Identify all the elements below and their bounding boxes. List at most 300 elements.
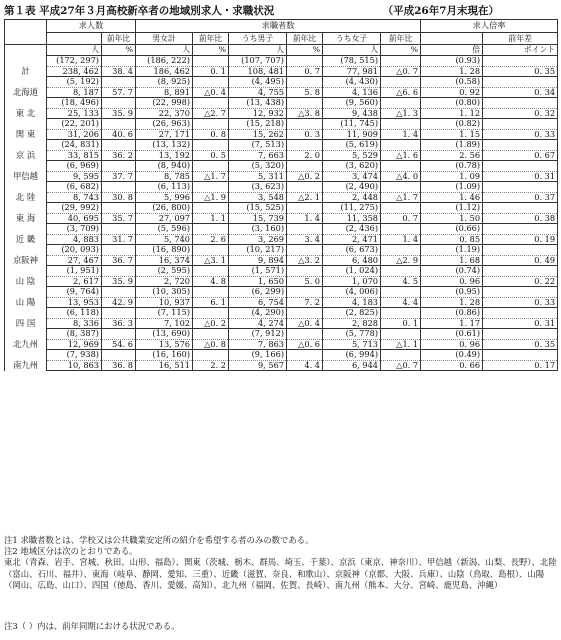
prev-value-cell <box>193 77 229 88</box>
table-row <box>5 66 558 77</box>
prev-value-cell <box>193 119 229 130</box>
value-cell: 3, 269 <box>229 234 287 245</box>
value-cell: △1. 1 <box>381 339 421 350</box>
prev-value-cell: (4, 495) <box>229 77 287 88</box>
value-cell: 2. 2 <box>193 360 229 371</box>
region-name: 近 畿 <box>5 234 47 245</box>
prev-value-cell <box>287 77 323 88</box>
prev-value-cell <box>483 161 558 172</box>
subheader: 前年比 <box>381 33 421 45</box>
prev-value-cell: (26, 800) <box>136 203 193 214</box>
prev-value-cell: (1, 951) <box>47 266 102 277</box>
value-cell: 1. 17 <box>421 318 483 329</box>
prev-value-cell <box>381 266 421 277</box>
prev-value-cell: (15, 525) <box>229 203 287 214</box>
value-cell: 1. 15 <box>421 129 483 140</box>
prev-value-cell: (1.19) <box>421 245 483 256</box>
prev-value-cell: (0.74) <box>421 266 483 277</box>
prev-value-cell: (11, 745) <box>323 119 381 130</box>
table-row-prev <box>5 98 558 109</box>
subheader: 前年比 <box>287 33 323 45</box>
prev-value-cell: (6, 118) <box>47 308 102 319</box>
table-row <box>5 276 558 287</box>
region-name: 北 陸 <box>5 192 47 203</box>
prev-value-cell: (7, 938) <box>47 350 102 361</box>
value-cell: 2. 6 <box>193 234 229 245</box>
value-cell: 7, 663 <box>229 150 287 161</box>
prev-value-cell <box>102 350 136 361</box>
table-row-prev <box>5 56 558 67</box>
value-cell: 54. 6 <box>102 339 136 350</box>
value-cell: 0. 92 <box>421 87 483 98</box>
prev-value-cell: (3, 160) <box>229 224 287 235</box>
prev-value-cell <box>287 350 323 361</box>
table-row <box>5 360 558 371</box>
prev-value-cell: (2, 825) <box>323 308 381 319</box>
value-cell: 40, 695 <box>47 213 102 224</box>
value-cell: △2. 7 <box>193 108 229 119</box>
table-row <box>5 339 558 350</box>
value-cell: 27, 097 <box>136 213 193 224</box>
prev-value-cell: (1.89) <box>421 140 483 151</box>
header-row-main <box>5 20 558 33</box>
value-cell: 31, 206 <box>47 129 102 140</box>
table-row-prev <box>5 329 558 340</box>
region-name: 京阪神 <box>5 255 47 266</box>
value-cell: 1, 070 <box>323 276 381 287</box>
value-cell: △2. 1 <box>287 192 323 203</box>
value-cell: 0. 8 <box>193 129 229 140</box>
value-cell: 3. 4 <box>287 234 323 245</box>
prev-value-cell <box>483 308 558 319</box>
prev-value-cell <box>287 140 323 151</box>
prev-value-cell: (8, 925) <box>136 77 193 88</box>
table-row <box>5 192 558 203</box>
prev-value-cell: (2, 436) <box>323 224 381 235</box>
value-cell: 35. 9 <box>102 276 136 287</box>
value-cell: 7, 102 <box>136 318 193 329</box>
value-cell: 0. 35 <box>483 66 558 77</box>
value-cell: 4. 5 <box>381 276 421 287</box>
value-cell: 8, 187 <box>47 87 102 98</box>
value-cell: 36. 8 <box>102 360 136 371</box>
value-cell: 0. 7 <box>287 66 323 77</box>
value-cell: 1. 4 <box>381 129 421 140</box>
prev-value-cell <box>483 98 558 109</box>
prev-value-cell <box>287 161 323 172</box>
table-row-prev <box>5 224 558 235</box>
region-name: 南九州 <box>5 360 47 371</box>
prev-value-cell: (0.95) <box>421 287 483 298</box>
value-cell: 16, 511 <box>136 360 193 371</box>
prev-value-cell: (8, 940) <box>136 161 193 172</box>
prev-value-cell: (3, 709) <box>47 224 102 235</box>
value-cell: 13, 576 <box>136 339 193 350</box>
value-cell: 0. 37 <box>483 192 558 203</box>
value-cell: 5, 311 <box>229 171 287 182</box>
prev-value-cell: (0.49) <box>421 350 483 361</box>
region-cell-blank <box>5 245 47 256</box>
value-cell: 4, 274 <box>229 318 287 329</box>
value-cell: 9, 438 <box>323 108 381 119</box>
value-cell: 27, 467 <box>47 255 102 266</box>
prev-value-cell: (4, 290) <box>229 308 287 319</box>
table-row-prev <box>5 287 558 298</box>
prev-value-cell: (18, 496) <box>47 98 102 109</box>
value-cell: 5. 0 <box>287 276 323 287</box>
table-row <box>5 318 558 329</box>
prev-value-cell <box>483 224 558 235</box>
value-cell: 36. 2 <box>102 150 136 161</box>
value-cell: 1. 4 <box>287 213 323 224</box>
prev-value-cell: (24, 831) <box>47 140 102 151</box>
value-cell: 4, 755 <box>229 87 287 98</box>
note-2: 注2 地域区分は次のとおりである。 <box>4 546 138 557</box>
value-cell: 0. 96 <box>421 339 483 350</box>
value-cell: △0. 8 <box>193 339 229 350</box>
value-cell: 42. 9 <box>102 297 136 308</box>
prev-value-cell: (13, 132) <box>136 140 193 151</box>
value-cell: 0. 67 <box>483 150 558 161</box>
value-cell: 186, 462 <box>136 66 193 77</box>
value-cell: 1. 46 <box>421 192 483 203</box>
prev-value-cell: (5, 619) <box>323 140 381 151</box>
table-row <box>5 297 558 308</box>
value-cell: 0. 38 <box>483 213 558 224</box>
region-cell-blank <box>5 182 47 193</box>
value-cell: 77, 981 <box>323 66 381 77</box>
prev-value-cell: (0.86) <box>421 308 483 319</box>
value-cell: △0. 2 <box>287 171 323 182</box>
value-cell: 0. 85 <box>421 234 483 245</box>
value-cell: 36. 3 <box>102 318 136 329</box>
value-cell: 6, 754 <box>229 297 287 308</box>
subheader <box>47 33 102 45</box>
note-2-detail: 東北（青森、岩手、宮城、秋田、山形、福島）、関東（茨城、栃木、群馬、埼玉、千葉）、京浜（東京、神奈川）、甲信越（新潟、山梨、長野）、北陸（富山、石川、福井）、東海（岐阜、静岡、愛知、三重）、近畿（滋賀、奈良、和歌山）、京阪神（京都、大阪、兵庫）、山陰（鳥取、島根）、山陽（岡山、広島、山口）、四国（徳島、香川、愛媛、高知）、北九州（福岡、佐賀、長崎）、南九州（熊本、大分、宮崎、鹿児島、沖縄） <box>4 557 557 590</box>
value-cell: 5, 740 <box>136 234 193 245</box>
unit-cell: 人 <box>136 45 193 56</box>
value-cell: 25, 133 <box>47 108 102 119</box>
prev-value-cell <box>483 329 558 340</box>
value-cell: 1. 1 <box>193 213 229 224</box>
prev-value-cell <box>287 287 323 298</box>
prev-value-cell: (0.82) <box>421 119 483 130</box>
value-cell: 38. 4 <box>102 66 136 77</box>
value-cell: 7, 863 <box>229 339 287 350</box>
subheader: 前年比 <box>102 33 136 45</box>
prev-value-cell <box>102 203 136 214</box>
region-name: 計 <box>5 66 47 77</box>
prev-value-cell <box>483 350 558 361</box>
prev-value-cell <box>102 98 136 109</box>
prev-value-cell: (1.12) <box>421 203 483 214</box>
value-cell: 11, 358 <box>323 213 381 224</box>
unit-cell: 倍 <box>421 45 483 56</box>
value-cell: 0. 5 <box>193 150 229 161</box>
region-header <box>5 20 47 45</box>
prev-value-cell <box>483 182 558 193</box>
value-cell: 8, 891 <box>136 87 193 98</box>
prev-value-cell: (29, 992) <box>47 203 102 214</box>
prev-value-cell: (1, 571) <box>229 266 287 277</box>
value-cell: 35. 7 <box>102 213 136 224</box>
region-cell-blank <box>5 203 47 214</box>
value-cell: 6, 480 <box>323 255 381 266</box>
value-cell: 0. 19 <box>483 234 558 245</box>
note-3: 注3（ ）内は、前年同期における状況である。 <box>4 621 180 631</box>
prev-value-cell: (4, 006) <box>323 287 381 298</box>
prev-value-cell: (16, 160) <box>136 350 193 361</box>
as-of-date: （平成26年7月末現在） <box>382 5 499 17</box>
prev-value-cell <box>483 56 558 67</box>
value-cell: 2, 828 <box>323 318 381 329</box>
jobs-header: 求人数 <box>47 20 136 33</box>
prev-value-cell: (9, 764) <box>47 287 102 298</box>
value-cell: △0. 7 <box>381 360 421 371</box>
region-cell-blank <box>5 350 47 361</box>
prev-value-cell <box>193 98 229 109</box>
value-cell: 5, 713 <box>323 339 381 350</box>
table-row-prev <box>5 140 558 151</box>
prev-value-cell: (4, 430) <box>323 77 381 88</box>
table-row <box>5 150 558 161</box>
seekers-header: 求職者数 <box>136 20 421 33</box>
prev-value-cell: (9, 166) <box>229 350 287 361</box>
unit-cell: % <box>287 45 323 56</box>
table-row <box>5 87 558 98</box>
prev-value-cell: (2, 595) <box>136 266 193 277</box>
prev-value-cell: (0.78) <box>421 161 483 172</box>
value-cell: 0. 96 <box>421 276 483 287</box>
value-cell: △3. 1 <box>193 255 229 266</box>
value-cell: 2, 471 <box>323 234 381 245</box>
value-cell: 4, 183 <box>323 297 381 308</box>
value-cell: 108, 481 <box>229 66 287 77</box>
prev-value-cell <box>193 350 229 361</box>
prev-value-cell <box>287 56 323 67</box>
value-cell: 1, 650 <box>229 276 287 287</box>
unit-cell: % <box>102 45 136 56</box>
subheader: 前年比 <box>193 33 229 45</box>
value-cell: 0. 17 <box>483 360 558 371</box>
prev-value-cell: (1, 024) <box>323 266 381 277</box>
prev-value-cell <box>381 287 421 298</box>
region-name: 甲信越 <box>5 171 47 182</box>
table-row-prev <box>5 308 558 319</box>
prev-value-cell <box>287 308 323 319</box>
unit-cell: % <box>381 45 421 56</box>
prev-value-cell <box>193 308 229 319</box>
prev-value-cell: (15, 218) <box>229 119 287 130</box>
region-cell-blank <box>5 266 47 277</box>
prev-value-cell <box>193 161 229 172</box>
value-cell: 0. 35 <box>483 339 558 350</box>
prev-value-cell: (3, 623) <box>229 182 287 193</box>
prev-value-cell: (78, 515) <box>323 56 381 67</box>
note-1: 注1 求職者数とは、学校又は公共職業安定所の紹介を希望する者のみの数である。 <box>4 535 314 545</box>
prev-value-cell <box>483 77 558 88</box>
prev-value-cell <box>102 140 136 151</box>
value-cell: △1. 7 <box>381 192 421 203</box>
value-cell: △1. 7 <box>193 171 229 182</box>
prev-value-cell <box>381 329 421 340</box>
value-cell: 1. 50 <box>421 213 483 224</box>
table-row <box>5 129 558 140</box>
value-cell: △3. 2 <box>287 255 323 266</box>
value-cell: 11, 909 <box>323 129 381 140</box>
value-cell: △2. 9 <box>381 255 421 266</box>
prev-value-cell <box>381 98 421 109</box>
table-row-prev <box>5 161 558 172</box>
prev-value-cell: (13, 438) <box>229 98 287 109</box>
prev-value-cell <box>381 308 421 319</box>
header-row-sub <box>5 33 558 45</box>
region-name: 東 北 <box>5 108 47 119</box>
region-name: 北海道 <box>5 87 47 98</box>
table-body <box>5 45 558 371</box>
prev-value-cell <box>193 329 229 340</box>
prev-value-cell <box>102 308 136 319</box>
value-cell: 1. 28 <box>421 297 483 308</box>
prev-value-cell <box>381 245 421 256</box>
prev-value-cell: (0.61) <box>421 329 483 340</box>
prev-value-cell <box>287 245 323 256</box>
value-cell: 2, 617 <box>47 276 102 287</box>
value-cell: 0. 34 <box>483 87 558 98</box>
region-name: 北九州 <box>5 339 47 350</box>
region-name: 山 陰 <box>5 276 47 287</box>
prev-value-cell <box>193 287 229 298</box>
region-cell-blank <box>5 140 47 151</box>
prev-value-cell: (186, 222) <box>136 56 193 67</box>
prev-value-cell <box>102 119 136 130</box>
prev-value-cell <box>381 161 421 172</box>
prev-value-cell <box>193 203 229 214</box>
region-cell-blank <box>5 329 47 340</box>
prev-value-cell <box>381 140 421 151</box>
table-row-prev <box>5 245 558 256</box>
prev-value-cell: (0.58) <box>421 77 483 88</box>
table-row <box>5 234 558 245</box>
value-cell: 9, 595 <box>47 171 102 182</box>
subheader: うち男子 <box>229 33 287 45</box>
value-cell: △1. 3 <box>381 108 421 119</box>
prev-value-cell: (6, 299) <box>229 287 287 298</box>
value-cell: 3, 548 <box>229 192 287 203</box>
value-cell: 0. 3 <box>287 129 323 140</box>
value-cell: △0. 6 <box>287 339 323 350</box>
prev-value-cell <box>102 56 136 67</box>
unit-cell-region <box>5 45 47 56</box>
value-cell: 8, 336 <box>47 318 102 329</box>
value-cell: 33, 815 <box>47 150 102 161</box>
prev-value-cell: (13, 690) <box>136 329 193 340</box>
table-row <box>5 108 558 119</box>
value-cell: 15, 262 <box>229 129 287 140</box>
table-row <box>5 255 558 266</box>
region-cell-blank <box>5 161 47 172</box>
value-cell: △6. 6 <box>381 87 421 98</box>
value-cell: 6. 1 <box>193 297 229 308</box>
table-row-prev <box>5 266 558 277</box>
prev-value-cell: (10, 305) <box>136 287 193 298</box>
prev-value-cell <box>287 329 323 340</box>
prev-value-cell <box>483 287 558 298</box>
prev-value-cell <box>102 287 136 298</box>
prev-value-cell <box>381 182 421 193</box>
value-cell: 2, 448 <box>323 192 381 203</box>
value-cell: 13, 192 <box>136 150 193 161</box>
value-cell: △1. 9 <box>193 192 229 203</box>
table-row-prev <box>5 182 558 193</box>
prev-value-cell <box>287 266 323 277</box>
value-cell: 13, 953 <box>47 297 102 308</box>
prev-value-cell <box>381 350 421 361</box>
prev-value-cell: (8, 387) <box>47 329 102 340</box>
value-cell: 4, 883 <box>47 234 102 245</box>
value-cell: 8, 743 <box>47 192 102 203</box>
value-cell: 0. 31 <box>483 171 558 182</box>
value-cell: △3. 8 <box>287 108 323 119</box>
table-row <box>5 213 558 224</box>
prev-value-cell <box>381 77 421 88</box>
value-cell: 7. 2 <box>287 297 323 308</box>
region-name: 関 東 <box>5 129 47 140</box>
prev-value-cell: (5, 192) <box>47 77 102 88</box>
value-cell: 6, 944 <box>323 360 381 371</box>
prev-value-cell <box>287 224 323 235</box>
value-cell: 0. 33 <box>483 129 558 140</box>
unit-cell: 人 <box>323 45 381 56</box>
value-cell: 1. 28 <box>421 66 483 77</box>
region-cell-blank <box>5 119 47 130</box>
table-row <box>5 171 558 182</box>
value-cell: 1. 68 <box>421 255 483 266</box>
subheader: 前年差 <box>483 33 558 45</box>
subheader: 男女計 <box>136 33 193 45</box>
prev-value-cell: (11, 275) <box>323 203 381 214</box>
prev-value-cell: (16, 890) <box>136 245 193 256</box>
prev-value-cell: (6, 682) <box>47 182 102 193</box>
regional-jobs-table <box>4 19 558 371</box>
value-cell: 1. 12 <box>421 108 483 119</box>
value-cell: 12, 932 <box>229 108 287 119</box>
prev-value-cell: (2, 490) <box>323 182 381 193</box>
prev-value-cell: (20, 093) <box>47 245 102 256</box>
prev-value-cell: (5, 778) <box>323 329 381 340</box>
prev-value-cell: (7, 115) <box>136 308 193 319</box>
unit-cell: ポイント <box>483 45 558 56</box>
region-cell-blank <box>5 98 47 109</box>
table-row-prev <box>5 119 558 130</box>
prev-value-cell: (0.93) <box>421 56 483 67</box>
prev-value-cell <box>193 140 229 151</box>
prev-value-cell <box>102 245 136 256</box>
prev-value-cell <box>483 140 558 151</box>
value-cell: 0. 1 <box>381 318 421 329</box>
prev-value-cell <box>287 119 323 130</box>
value-cell: 0. 66 <box>421 360 483 371</box>
value-cell: 22, 370 <box>136 108 193 119</box>
subheader <box>421 33 483 45</box>
prev-value-cell: (9, 560) <box>323 98 381 109</box>
value-cell: 5, 529 <box>323 150 381 161</box>
unit-row <box>5 45 558 56</box>
region-cell-blank <box>5 56 47 67</box>
value-cell: 37. 7 <box>102 171 136 182</box>
prev-value-cell <box>102 77 136 88</box>
prev-value-cell: (7, 513) <box>229 140 287 151</box>
